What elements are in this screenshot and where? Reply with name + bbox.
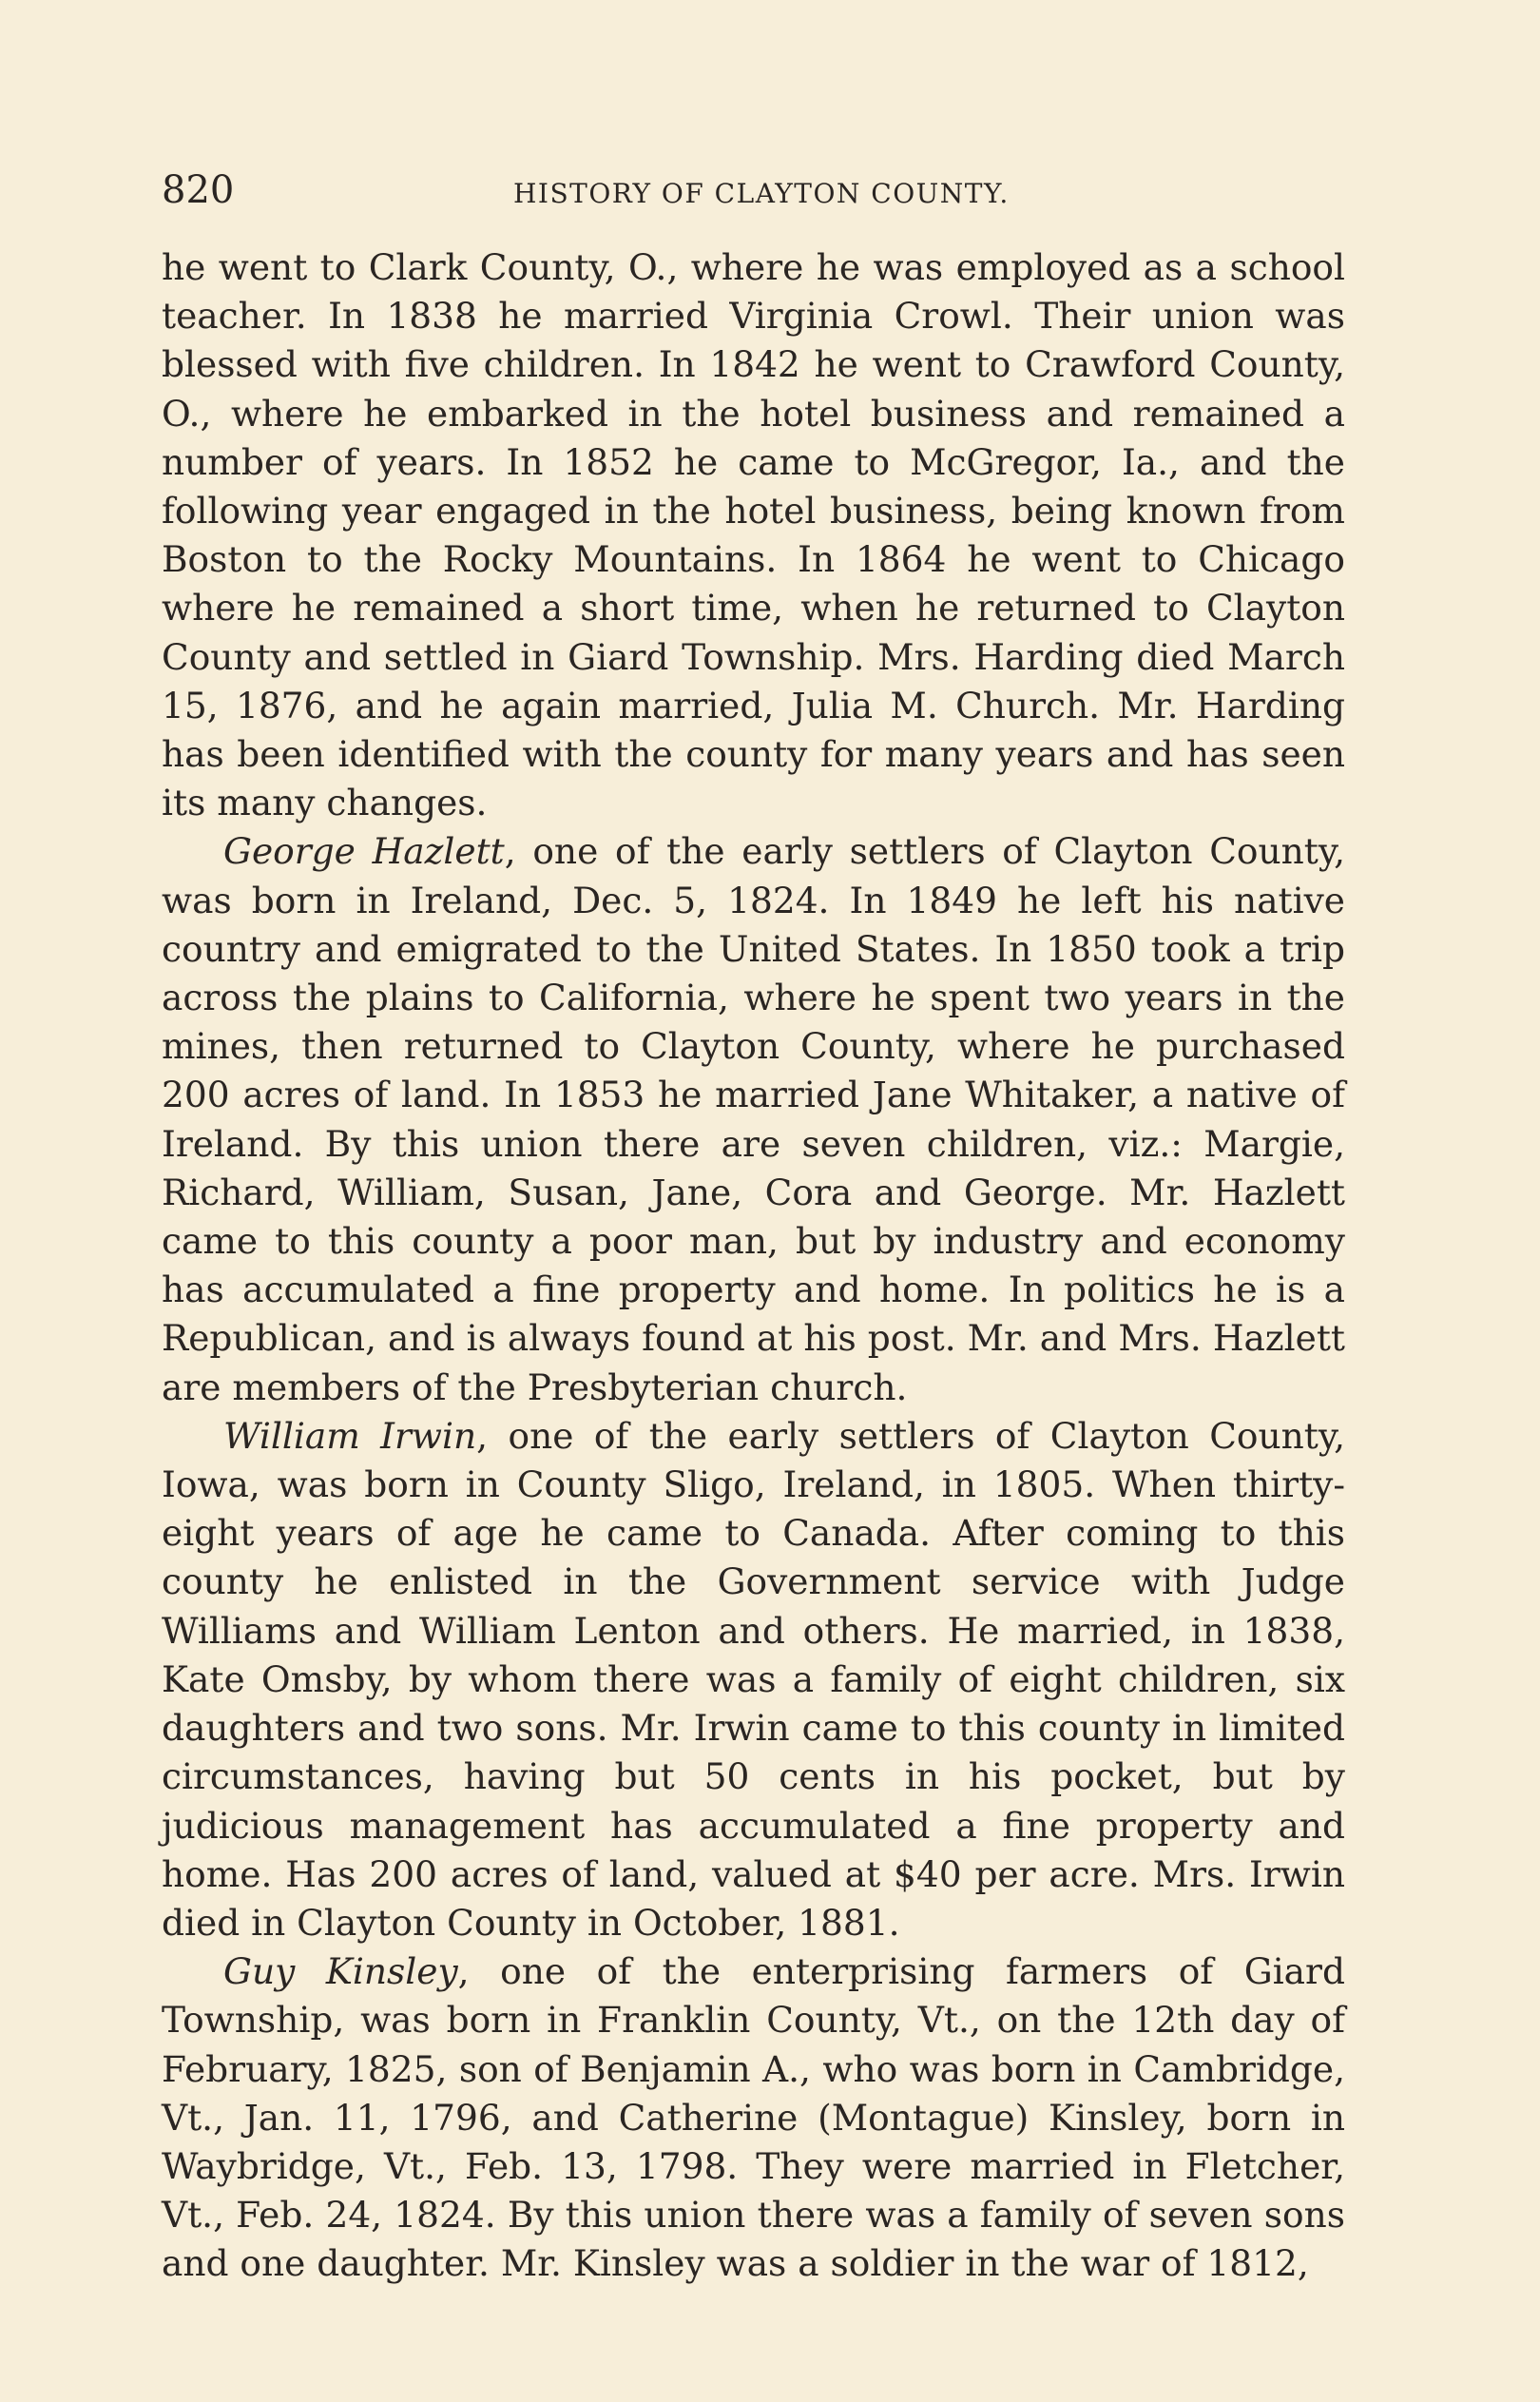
paragraph-text: , one of the early settlers of Clayton County, was born in Ireland, Dec. 5, 1824. In 1849 he left his native country and emigrated to the United States. In 1850 took a trip across the plains to California, where he spent two years in the mines, then returned to Clayton County, where he purchased 200 acres of land. In 1853 he married Jane Whitaker, a native of Ireland. By this union there are seven children, viz.: Margie, Richard, William, Susan, Jane, Cora and George. Mr. Hazlett came to this county a poor man, but by industry and economy has accumulated a fine property and home. In politics he is a Republican, and is always found at his post. Mr. and Mrs. Hazlett are members of the Presbyterian church. bbox=[162, 830, 1345, 1408]
paragraph-george-hazlett bbox=[162, 827, 1345, 1411]
person-name: William Irwin bbox=[223, 1414, 477, 1457]
paragraph-william-irwin bbox=[162, 1412, 1345, 1947]
paragraph-harding-continuation bbox=[162, 243, 1345, 827]
paragraph-text: , one of the enterprising farmers of Giard Township, was born in Franklin County, Vt., on the 12th day of February, 1825, son of Benjamin A., who was born in Cambridge, Vt., Jan. 11, 1796, and Catherine (Montague) Kinsley, born in Waybridge, Vt., Feb. 13, 1798. They were married in Fletcher, Vt., Feb. 24, 1824. By this union there was a family of seven sons and one daughter. Mr. Kinsley was a soldier in the war of 1812, bbox=[162, 1950, 1345, 2285]
paragraph-text: , one of the early settlers of Clayton County, Iowa, was born in County Sligo, Ireland, in 1805. When thirty-eight years of age he came to Canada. After coming to this county he enlisted in the Government service with Judge Williams and William Lenton and others. He married, in 1838, Kate Omsby, by whom there was a family of eight children, six daughters and two sons. Mr. Irwin came to this county in limited circumstances, having but 50 cents in his pocket, but by judicious management has accumulated a fine property and home. Has 200 acres of land, valued at $40 per acre. Mrs. Irwin died in Clayton County in October, 1881. bbox=[162, 1414, 1345, 1944]
running-title: HISTORY OF CLAYTON COUNTY. bbox=[513, 178, 1010, 209]
page-number: 820 bbox=[162, 168, 235, 212]
body-text bbox=[162, 243, 1345, 2289]
page-header bbox=[162, 162, 1345, 219]
paragraph-guy-kinsley bbox=[162, 1947, 1345, 2288]
person-name: Guy Kinsley bbox=[223, 1950, 458, 1993]
person-name: George Hazlett bbox=[223, 830, 505, 873]
paragraph-text: he went to Clark County, O., where he was employed as a school teacher. In 1838 he married Virginia Crowl. Their union was blessed with five children. In 1842 he went to Crawford County, O., where he embarked in the hotel business and remained a number of years. In 1852 he came to McGregor, Ia., and the following year engaged in the hotel business, being known from Boston to the Rocky Mountains. In 1864 he went to Chicago where he remained a short time, when he returned to Clayton County and settled in Giard Township. Mrs. Harding died March 15, 1876, and he again married, Julia M. Church. Mr. Harding has been identified with the county for many years and has seen its many changes. bbox=[162, 246, 1345, 824]
